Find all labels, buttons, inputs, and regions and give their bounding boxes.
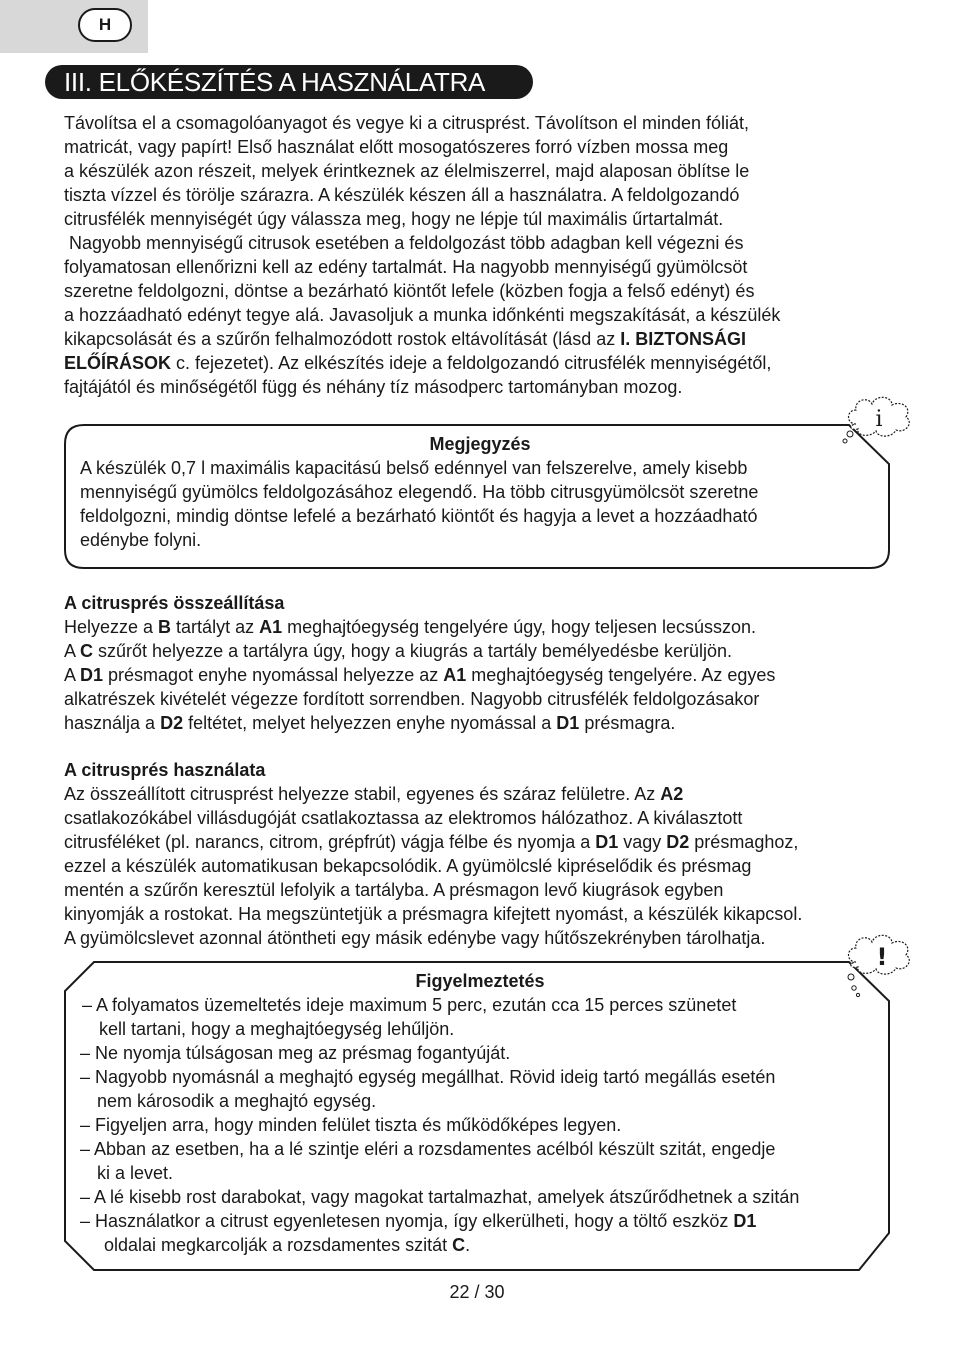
language-badge: H [78,8,132,42]
intro-line: a hozzáadható edényt tegye alá. Javasoljuk a munka időnkénti megszakítását, a készülék [64,305,781,325]
note-title: Megjegyzés [429,434,531,454]
warning-item: – A folyamatos üzemeltetés ideje maximum 5 perc, ezután cca 15 perces szünetet kell tartani, hogy a meghajtóegység lehűljön. [82,995,737,1039]
usage-line: mentén a szűrőn keresztül lefolyik a tartályba. A présmagon levő kiugrások egyben [64,880,724,900]
note-line: edénybe folyni. [80,530,202,550]
assembly-heading: A citrusprés összeállítása [64,593,285,613]
usage-line: ezzel a készülék automatikusan bekapcsolódik. A gyümölcslé kipréselődik és présmag [64,856,752,876]
usage-line: A gyümölcslevet azonnal átöntheti egy másik edénybe vagy hűtőszekrényben tárolhatja. [64,928,766,948]
note-line: feldolgozni, mindig döntse lefelé a bezárható kiöntőt és hagyja a levet a hozzáadható [80,506,758,526]
assembly-line: Helyezze a B tartályt az A1 meghajtóegység tengelyére úgy, hogy teljesen lecsússzon. [64,617,757,637]
intro-line: matricát, vagy papírt! Első használat előtt mosogatószeres forró vízben mossa meg [64,137,729,157]
section-title: III. ELŐKÉSZÍTÉS A HASZNÁLATRA [45,65,533,99]
intro-paragraph [64,111,894,399]
intro-line: Távolítsa el a csomagolóanyagot és vegye ki a citrusprést. Távolítson el minden fóliát, [64,113,750,133]
warning-box [64,961,890,1272]
intro-line: Nagyobb mennyiségű citrusok esetében a feldolgozást több adagban kell végezni és [64,233,744,253]
note-box [64,424,890,570]
assembly-line: használja a D2 feltétet, melyet helyezzen enyhe nyomással a D1 présmagra. [64,713,676,733]
intro-line: tiszta vízzel és törölje szárazra. A készülék készen áll a használatra. A feldolgozandó [64,185,740,205]
safety-chapter-ref: I. BIZTONSÁGI [620,329,746,349]
usage-section [64,758,894,950]
safety-chapter-ref-cont: ELŐÍRÁSOK [64,353,172,373]
intro-line: szeretne feldolgozni, döntse a bezárható kiöntőt lefele (közben fogja a felső edényt) és [64,281,755,301]
warning-symbol: ! [876,943,888,971]
note-line: mennyiségű gyümölcs feldolgozásához elegendő. Ha több citrusgyümölcsöt szeretne [80,482,759,502]
note-line: A készülék 0,7 l maximális kapacitású belső edénnyel van felszerelve, amely kisebb [80,458,748,478]
usage-line: kinyomják a rostokat. Ha megszüntetjük a présmagra kifejtett nyomást, a készülék kikapcsol. [64,904,803,924]
usage-line: Az összeállított citrusprést helyezze stabil, egyenes és száraz felületre. Az A2 [64,784,684,804]
warning-list [80,993,890,1257]
intro-line: citrusfélék mennyiségét úgy válassza meg, hogy ne lépje túl maximális űrtartalmát. [64,209,724,229]
usage-heading: A citrusprés használata [64,760,266,780]
page-number: 22 / 30 [449,1282,505,1302]
intro-line: ELŐÍRÁSOK c. fejezetet). Az elkészítés ideje a feldolgozandó citrusfélék mennyiségétől, [64,353,772,373]
intro-line: folyamatosan ellenőrizni kell az edény tartalmát. Ha nagyobb mennyiségű gyümölcsöt [64,257,748,277]
usage-line: citrusféléket (pl. narancs, citrom, grépfrút) vágja félbe és nyomja a D1 vagy D2 présmaghoz, [64,832,799,852]
assembly-line: A C szűrőt helyezze a tartályra úgy, hogy a kiugrás a tartály bemélyedésbe kerüljön. [64,641,733,661]
info-symbol: i [875,407,883,432]
intro-line: a készülék azon részeit, melyek érintkeznek az élelmiszerrel, majd alaposan öblítse le [64,161,750,181]
warning-item: – Használatkor a citrust egyenletesen nyomja, így elkerülheti, hogy a töltő eszköz D1 oldalai megkarcolják a rozsdamentes szitát C. [80,1211,757,1255]
intro-line: fajtájától és minőségétől függ és néhány tíz másodperc tartományban mozog. [64,377,683,397]
warning-item: – Nagyobb nyomásnál a meghajtó egység megállhat. Rövid ideig tartó megállás esetén nem károsodik a meghajtó egység. [80,1067,776,1111]
assembly-line: A D1 présmagot enyhe nyomással helyezze az A1 meghajtóegység tengelyére. Az egyes [64,665,776,685]
usage-line: csatlakozókábel villásdugóját csatlakoztassa az elektromos hálózathoz. A kiválasztott [64,808,743,828]
warning-item: – Ne nyomja túlságosan meg az présmag fogantyúját. [80,1043,511,1063]
info-cloud-icon [842,394,914,446]
intro-line: kikapcsolását és a szűrőn felhalmozódott rostok eltávolítását (lásd az I. BIZTONSÁGI [64,329,746,349]
assembly-section [64,591,894,735]
warning-item: – Figyeljen arra, hogy minden felület tiszta és működőképes legyen. [80,1115,622,1135]
assembly-line: alkatrészek kivételét végezze fordított sorrendben. Nagyobb citrusfélék feldolgozásakor [64,689,760,709]
warning-item: – A lé kisebb rost darabokat, vagy magokat tartalmazhat, amelyek átszűrődhetnek a szitán [80,1187,800,1207]
warning-item: – Abban az esetben, ha a lé szintje eléri a rozsdamentes acélból készült szitát, engedje ki a levet. [80,1139,776,1183]
warning-cloud-icon [842,932,914,998]
warning-title: Figyelmeztetés [415,971,545,991]
